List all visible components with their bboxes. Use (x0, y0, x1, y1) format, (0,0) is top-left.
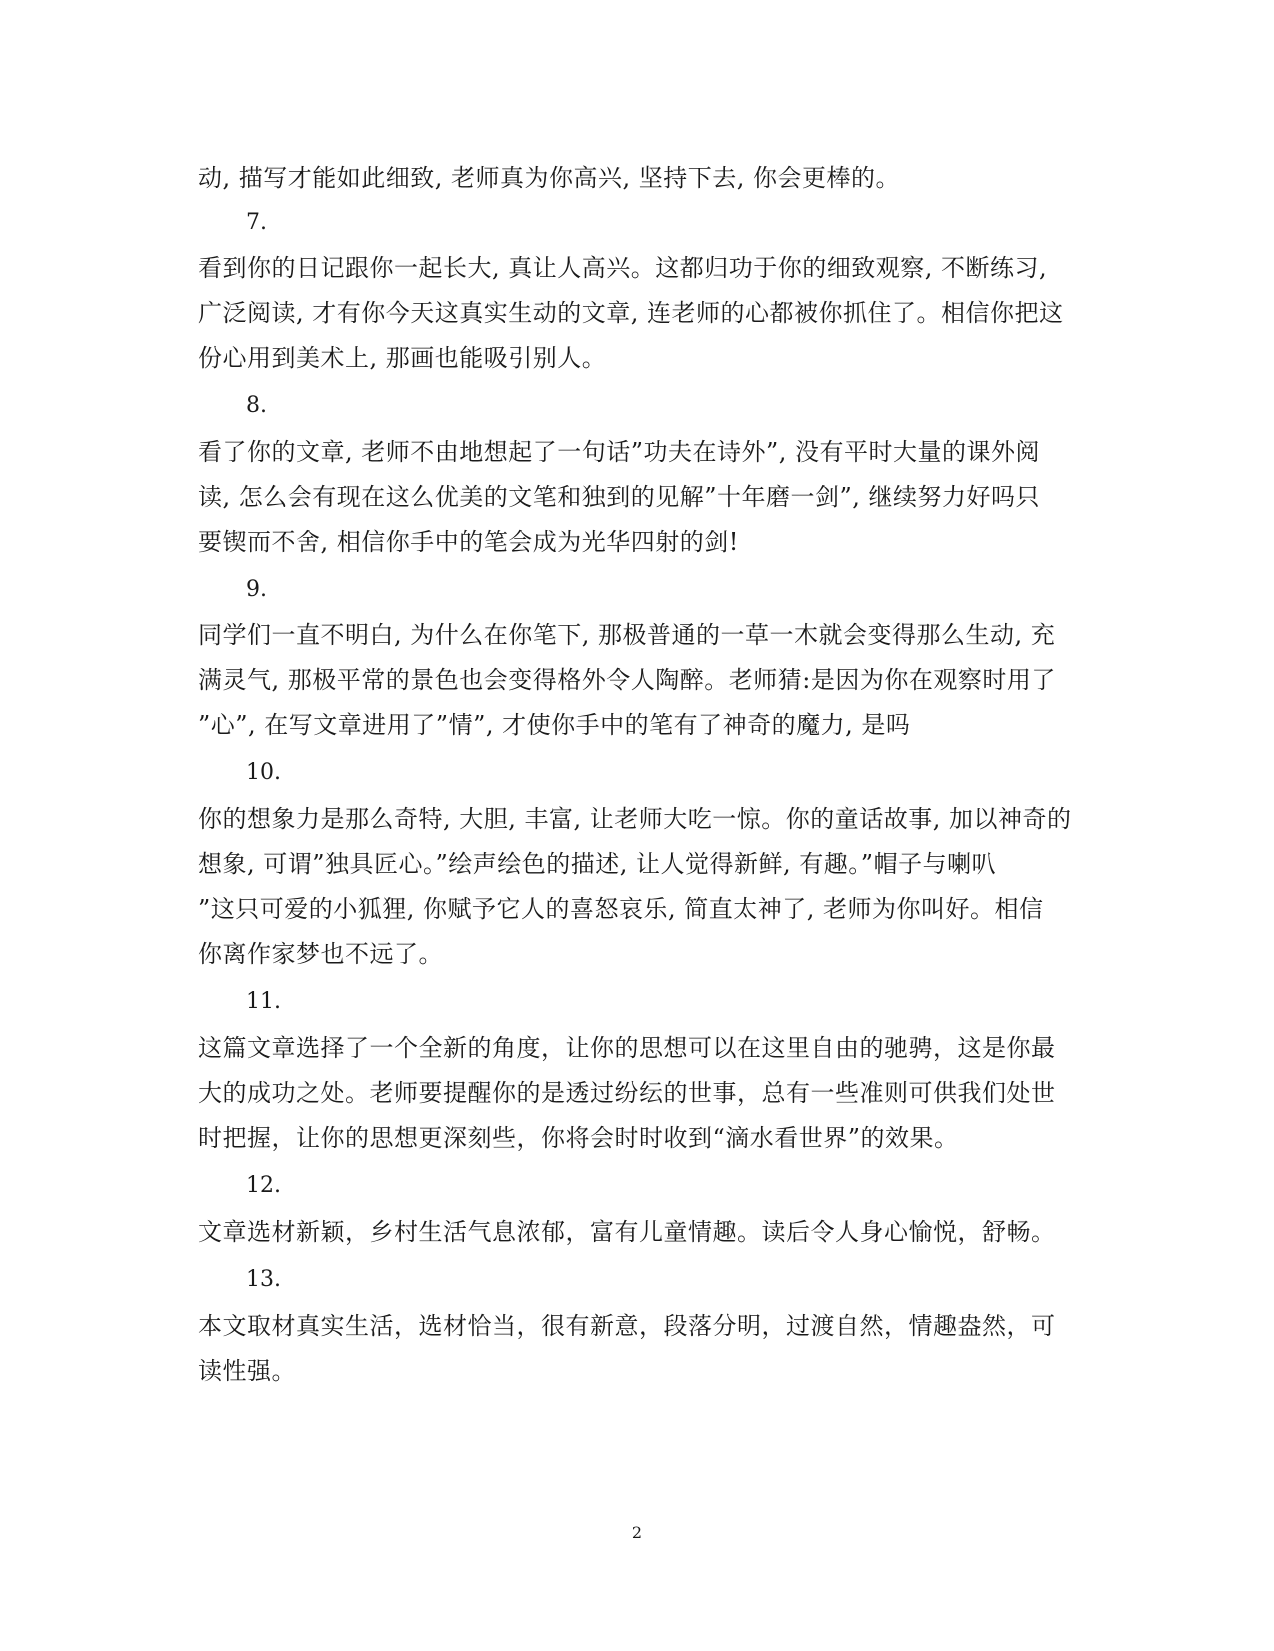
paragraph-line: 你的想象力是那么奇特, 大胆, 丰富, 让老师大吃一惊。你的童话故事, 加以神奇的 (198, 805, 1072, 833)
paragraph-line: 满灵气, 那极平常的景色也会变得格外令人陶醉。老师猜:是因为你在观察时用了 (198, 666, 1056, 694)
paragraph-line: 想象, 可谓”独具匠心。”绘声绘色的描述, 让人觉得新鲜, 有趣。”帽子与喇叭 (198, 850, 997, 878)
paragraph-line: 动, 描写才能如此细致, 老师真为你高兴, 坚持下去, 你会更棒的。 (198, 164, 901, 192)
paragraph-line: 大的成功之处。老师要提醒你的是透过纷纭的世事，总有一些准则可供我们处世 (198, 1079, 1056, 1107)
page-number: 2 (631, 1523, 643, 1542)
item-number-7: 7. (246, 210, 267, 235)
paragraph-line: 文章选材新颖，乡村生活气息浓郁，富有儿童情趣。读后令人身心愉悦，舒畅。 (198, 1218, 1056, 1246)
item-number-8: 8. (246, 393, 267, 418)
paragraph-line: ”这只可爱的小狐狸, 你赋予它人的喜怒哀乐, 简直太神了, 老师为你叫好。相信 (198, 895, 1044, 923)
paragraph-line: 份心用到美术上, 那画也能吸引别人。 (198, 344, 607, 372)
paragraph-line: 时把握，让你的思想更深刻些，你将会时时收到“滴水看世界”的效果。 (198, 1124, 959, 1152)
paragraph-line: 你离作家梦也不远了。 (198, 940, 443, 968)
item-number-13: 13. (246, 1267, 281, 1292)
paragraph-line: 同学们一直不明白, 为什么在你笔下, 那极普通的一草一木就会变得那么生动, 充 (198, 621, 1056, 649)
paragraph-line: 看到你的日记跟你一起长大, 真让人高兴。这都归功于你的细致观察, 不断练习, (198, 254, 1048, 282)
paragraph-line: 本文取材真实生活，选材恰当，很有新意，段落分明，过渡自然，情趣盎然，可 (198, 1312, 1056, 1340)
item-number-9: 9. (246, 577, 267, 602)
paragraph-line: 看了你的文章, 老师不由地想起了一句话”功夫在诗外”, 没有平时大量的课外阅 (198, 438, 1041, 466)
paragraph-line: 这篇文章选择了一个全新的角度，让你的思想可以在这里自由的驰骋，这是你最 (198, 1034, 1056, 1062)
paragraph-line: 广泛阅读, 才有你今天这真实生动的文章, 连老师的心都被你抓住了。相信你把这 (198, 299, 1064, 327)
paragraph-line: 要锲而不舍, 相信你手中的笔会成为光华四射的剑! (198, 528, 739, 556)
paragraph-line: 读性强。 (198, 1357, 296, 1385)
paragraph-line: 读, 怎么会有现在这么优美的文笔和独到的见解”十年磨一剑”, 继续努力好吗只 (198, 483, 1041, 511)
paragraph-line: ”心”, 在写文章进用了”情”, 才使你手中的笔有了神奇的魔力, 是吗 (198, 711, 911, 739)
item-number-10: 10. (246, 760, 281, 785)
item-number-12: 12. (246, 1173, 281, 1198)
item-number-11: 11. (246, 989, 281, 1014)
